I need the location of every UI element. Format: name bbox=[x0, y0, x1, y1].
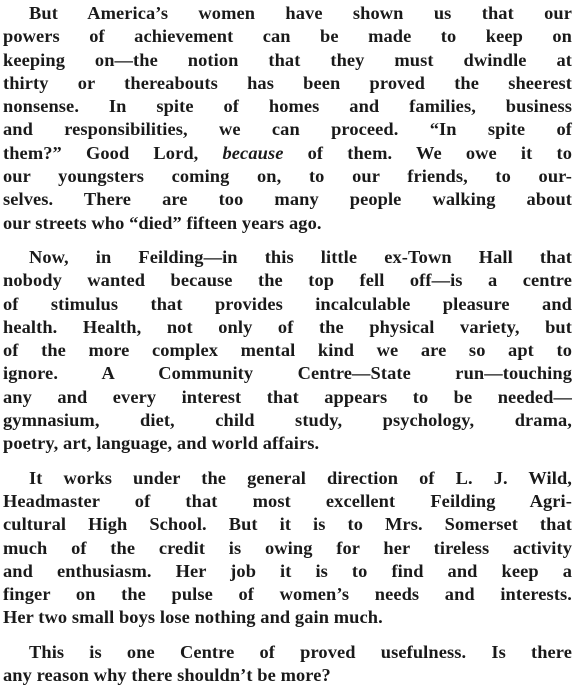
text-line: our youngsters coming on, to our friends, to our- bbox=[3, 166, 572, 187]
text-segment: of them. We owe it to bbox=[283, 142, 572, 163]
text-line: But America’s women have shown us that our bbox=[29, 3, 572, 23]
text-line bbox=[3, 142, 572, 165]
text-line: and enthusiasm. Her job it is to find and keep a bbox=[3, 560, 572, 581]
paragraph-4 bbox=[3, 641, 572, 688]
text-line: Her two small boys lose nothing and gain much. bbox=[3, 607, 383, 628]
text-line: cultural High School. But it is to Mrs. Somerset that bbox=[3, 514, 572, 535]
text-line: selves. There are too many people walking about bbox=[3, 189, 572, 210]
text-line: thirty or thereabouts has been proved the sheerest bbox=[3, 72, 572, 93]
text-line: finger on the pulse of women’s needs and interests. bbox=[3, 584, 572, 605]
text-line: It works under the general direction of L. J. Wild, bbox=[29, 467, 572, 488]
emphasis-text: because bbox=[222, 142, 284, 163]
text-segment: them?” Good Lord, bbox=[3, 142, 223, 163]
text-line: any and every interest that appears to be needed— bbox=[3, 386, 572, 407]
text-line: of the more complex mental kind we are so apt to bbox=[3, 340, 572, 361]
text-line: much of the credit is owing for her tireless activity bbox=[3, 537, 572, 558]
text-line: keeping on—the notion that they must dwindle at bbox=[3, 49, 572, 70]
text-line: nobody wanted because the top fell off—is a centre bbox=[3, 270, 572, 291]
text-line: gymnasium, diet, child study, psychology, drama, bbox=[3, 410, 572, 431]
text-line: of stimulus that provides incalculable pleasure and bbox=[3, 293, 572, 314]
text-line: powers of achievement can be made to keep on bbox=[3, 26, 572, 47]
text-line: Now, in Feilding—in this little ex-Town Hall that bbox=[29, 246, 572, 267]
text-line: any reason why there shouldn’t be more? bbox=[3, 665, 331, 686]
text-line: and responsibilities, we can proceed. “In spite of bbox=[3, 119, 572, 140]
text-line: nonsense. In spite of homes and families, business bbox=[3, 96, 572, 117]
text-line: Headmaster of that most excellent Feilding Agri- bbox=[3, 490, 572, 511]
paragraph-2 bbox=[3, 246, 572, 456]
text-line: health. Health, not only of the physical variety, but bbox=[3, 316, 572, 337]
text-line: our streets who “died” fifteen years ago. bbox=[3, 212, 322, 233]
paragraph-1 bbox=[3, 2, 572, 235]
text-line: poetry, art, language, and world affairs. bbox=[3, 433, 320, 454]
paragraph-3 bbox=[3, 467, 572, 630]
text-line: ignore. A Community Centre—State run—touching bbox=[3, 363, 572, 384]
text-line: This is one Centre of proved usefulness. Is there bbox=[29, 641, 572, 662]
